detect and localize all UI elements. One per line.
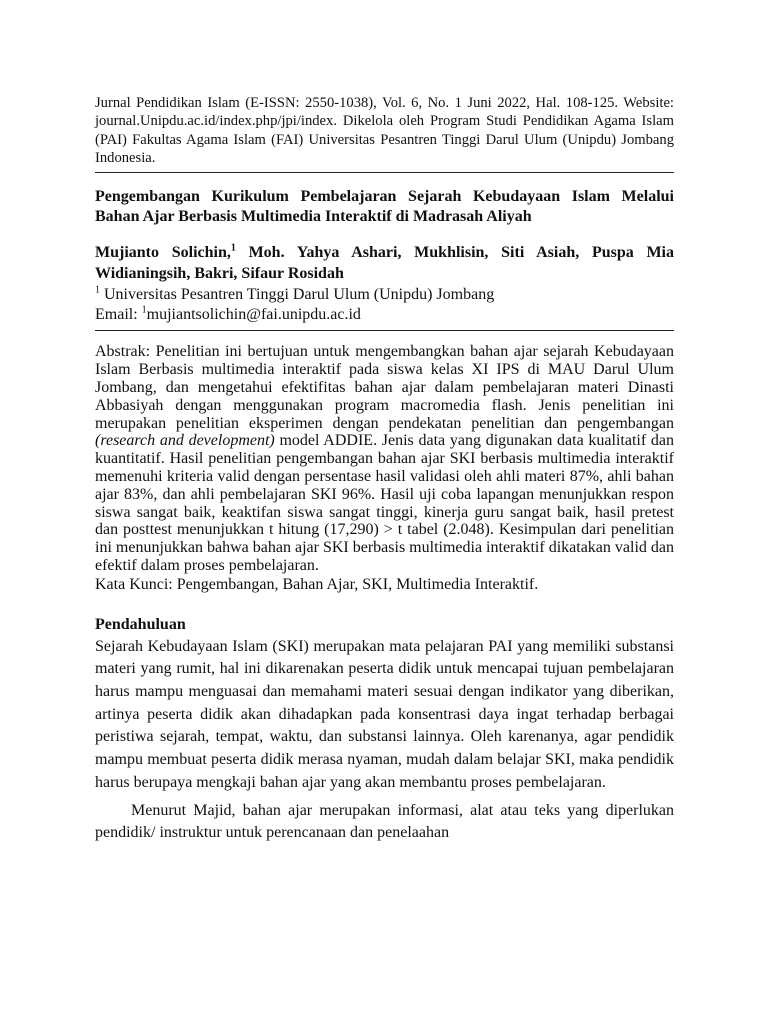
first-author: Mujianto Solichin, <box>95 244 231 262</box>
email-address[interactable]: mujiantsolichin@fai.unipdu.ac.id <box>146 305 361 323</box>
affiliation-text: Universitas Pesantren Tinggi Darul Ulum (Unipdu) Jombang <box>100 286 495 304</box>
author-email <box>95 305 674 325</box>
abstract <box>95 343 674 574</box>
abstract-italic-phrase: (research and development) <box>95 432 275 450</box>
body-paragraph-1: Sejarah Kebudayaan Islam (SKI) merupakan mata pelajaran PAI yang memiliki substansi materi yang rumit, hal ini dikarenakan peserta didik untuk mencapai tujuan pembelajaran harus mampu menguasai dan memahami materi sesuai dengan indikator yang diberikan, artinya peserta didik akan dihadapkan pada konsentrasi daya ingat terhadap berbagai peristiwa sejarah, tempat, waktu, dan substansi lainnya. Oleh karenanya, agar pendidik mampu membuat peserta didik merasa nyaman, mudah dalam belajar SKI, maka pendidik harus berupaya mengkaji bahan ajar yang akan membantu proses pembelajaran. <box>95 637 674 791</box>
section-divider <box>95 330 674 331</box>
affiliation <box>95 285 674 305</box>
author-list <box>95 243 674 284</box>
affiliation-mark: 1 <box>95 284 100 296</box>
co-authors: Moh. Yahya Ashari, Mukhlisin, Siti Asiah, Puspa Mia Widianingsih, Bakri, Sifaur Rosidah <box>95 244 674 282</box>
section-heading: Pendahuluan <box>95 615 186 633</box>
keywords: Kata Kunci: Pengembangan, Bahan Ajar, SKI, Multimedia Interaktif. <box>95 575 539 593</box>
email-label: Email: <box>95 305 142 323</box>
journal-header: Jurnal Pendidikan Islam (E-ISSN: 2550-1038), Vol. 6, No. 1 Juni 2022, Hal. 108-125. Website: journal.Unipdu.ac.id/index.php/jpi/index. Dikelola oleh Program Studi Pendidikan Agama Islam (PAI) Fakultas Agama Islam (FAI) Universitas Pesantren Tinggi Darul Ulum (Unipdu) Jombang Indonesia. <box>95 94 674 173</box>
first-author-affiliation-mark: 1 <box>230 243 236 255</box>
email-mark: 1 <box>141 304 147 316</box>
article-title: Pengembangan Kurikulum Pembelajaran Sejarah Kebudayaan Islam Melalui Bahan Ajar Berbasis Multimedia Interaktif di Madrasah Aliyah <box>95 187 674 226</box>
abstract-text-1: Abstrak: Penelitian ini bertujuan untuk mengembangkan bahan ajar sejarah Kebudayaan Islam Berbasis multimedia interaktif pada siswa kelas XI IPS di MAU Darul Ulum Jombang, dan mengetahui efektifitas bahan ajar dalam pembelajaran materi Dinasti Abbasiyah dengan menggunakan program macromedia flash. Jenis penelitian ini merupakan penelitian eksperimen dengan pendekatan penelitian dan pengembangan <box>95 343 674 432</box>
abstract-text-2: model ADDIE. Jenis data yang digunakan data kualitatif dan kuantitatif. Hasil penelitian pengembangan bahan ajar SKI berbasis multimedia interaktif memenuhi kriteria valid dengan persentase hasil validasi oleh ahli materi 87%, ahli bahan ajar 83%, dan ahli pembelajaran SKI 96%. Hasil uji coba lapangan menunjukkan respon siswa sangat baik, keaktifan siswa sangat tinggi, kinerja guru sangat baik, hasil pretest dan posttest menunjukkan t hitung (17,290) > t tabel (2.048). Kesimpulan dari penelitian ini menunjukkan bahwa bahan ajar SKI berbasis multimedia interaktif dikatakan valid dan efektif dalam proses pembelajaran. <box>95 432 674 574</box>
body-paragraph-2: Menurut Majid, bahan ajar merupakan informasi, alat atau teks yang diperlukan pendidik/ instruktur untuk perencanaan dan penelaahan <box>95 801 674 842</box>
